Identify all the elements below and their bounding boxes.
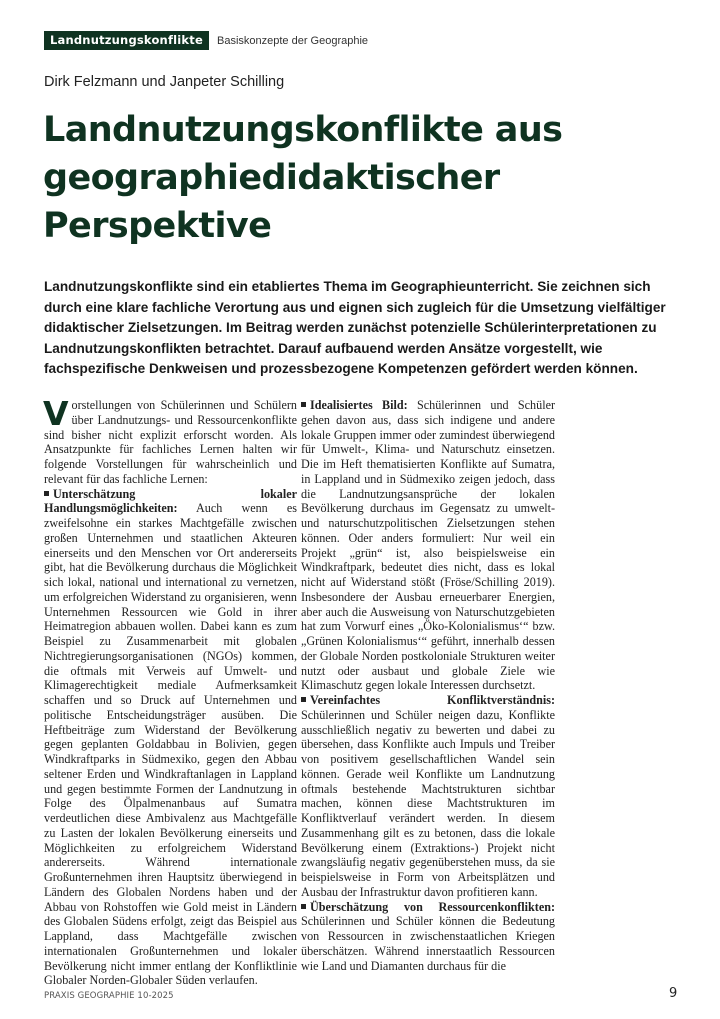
list-item [44,487,297,989]
intro-text: orstellungen von Schülerinnen und Schülern über Landnutzungs- und Ressourcenkonflikte sind bisher nicht explizit erforscht worden. Als Ansatzpunkte für fachliches Lernen halten wir folgende Vorstellungen für wahrscheinlich und relevant für das fachliche Lernen: [44,398,297,486]
square-bullet-icon [301,402,306,407]
list-item [301,900,555,974]
list-item [301,693,555,900]
square-bullet-icon [301,904,306,909]
article-title: Landnutzungskonflikte aus geographiedidaktischer Perspektive [43,110,563,246]
square-bullet-icon [301,697,306,702]
item-text: Schülerinnen und Schüler gehen davon aus, dass sich indigene und andere lokale Gruppen immer oder zumindest überwiegend für Umwelt-, Klima- und Naturschutz einsetzen. Die im Heft thematisierten Konflikte auf Sumatra, in Lappland und in Südmexiko zeigen jedoch, dass die Landnutzungsansprüche der lokalen Bevölkerung durchaus im Gegensatz zu umwelt- und naturschutzpolitischen Zielsetzungen stehen können. Oder anders formuliert: Nur weil ein Projekt „grün“ ist, also beispielsweise ein Windkraftpark, bedeutet dies nicht, dass es lokal nicht auf Widerstand stößt (Fröse/Schilling 2019). Insbesondere der Ausbau erneuerbarer Energien, aber auch die Ausweisung von Naturschutzgebieten hat zum Vorwurf eines „Öko-Kolonialismus‘“ bzw. „Grünen Kolonialismus‘“ geführt, innerhalb dessen der Globale Norden postkoloniale Strukturen weiter nutzt oder ausbaut und globale Ziele wie Klimaschutz gegen lokale Interessen durchsetzt. [301,398,556,693]
item-text: Auch wenn es zweifelsohne ein starkes Machtgefälle zwischen großen Unternehmen und staatlichen Akteuren einerseits und den Menschen vor Ort andererseits gibt, hat die Bevölkerung durchaus die Möglichkeit sich lokal, national und international zu vernetzen, um erfolgreichen Widerstand zu organisieren, wenn Unternehmen Ressourcen wie Gold in ihrer Heimatregion abbauen wollen. Dabei kann es zum Beispiel zu Zusammenarbeit mit globalen Nichtregierungsorganisationen (NGOs) kommen, die oftmals mit Verweis auf Umwelt- und Klimagerechtigkeit mediale Aufmerksamkeit schaffen und so Druck auf Unternehmen und politische Entscheidungsträger ausüben. Die Heftbeiträge zum Widerstand der Bevölkerung gegen geplanten Goldabbau in Bolivien, gegen Windkraftparks in Südmexiko, gegen den Abbau seltener Erden und Windkraftanlagen in Lappland und gegen bestimmte Formen der Landnutzung in Folge des Ölpalmenanbaus auf Sumatra verdeutlichen diese Ambivalenz aus Machtgefälle zu Lasten der lokalen Bevölkerung einerseits und Möglichkeiten zu erfolgreichem Widerstand andererseits. Während internationale Großunternehmen ihren Hauptsitz überwiegend in Ländern des Globalen Nordens haben und der Abbau von Rohstoffen wie Gold meist in Ländern des Globalen Südens erfolgt, zeigt das Beispiel aus Lappland, dass Machtgefälle zwischen internationalen Großunternehmen und lokaler Bevölkerung nicht immer entlang der Konfliktlinie Globaler Norden-Globaler Süden verlaufen. [44,501,297,988]
series-label: Basiskonzepte der Geographie [216,34,369,47]
column-right [301,398,555,973]
authors: Dirk Felzmann und Janpeter Schilling [44,74,285,90]
intro-paragraph [43,394,297,487]
topic-tag: Landnutzungskonflikte [44,31,209,50]
square-bullet-icon [44,491,49,496]
item-heading: Vereinfachtes Konfliktverständnis: [310,693,555,707]
item-text: Schülerinnen und Schüler können die Bedeutung von Ressourcen in zwischenstaatlichen Kriegen überschätzen. Während innerstaatlich Ressourcen wie Land und Diamanten durchaus für die [301,914,555,973]
item-heading: Überschätzung von Ressourcenkonflikten: [310,899,555,914]
section-header [44,31,368,50]
journal-footer: PRAXIS GEOGRAPHIE 10-2025 [44,991,174,1001]
item-text: Schülerinnen und Schüler neigen dazu, Konflikte ausschließlich negativ zu bewerten und dabei zu übersehen, dass Konflikte auch Impuls und Treiber von positivem gesellschaftlichen Wandel sein können. Gerade weil Konflikte um Landnutzung oftmals bestehende Machtstrukturen sichtbar machen, können diese Machtstrukturen im Konfliktverlauf verändert werden. In diesem Zusammenhang gilt es zu betonen, dass die lokale Bevölkerung einem (Extraktions-) Projekt nicht zwangsläufig negativ gegenüberstehen muss, da sie beispielsweise in Form von Arbeitsplätzen und Ausbau der Infrastruktur davon profitieren kann. [301,707,555,899]
item-heading: Unterschätzung lokaler Handlungsmöglichkeiten: [44,486,297,516]
lead-paragraph: Landnutzungskonflikte sind ein etabliertes Thema im Geographieunterricht. Sie zeichnen sich durch eine klare fachliche Verortung aus und eignen sich zugleich für die Umsetzung vielfältiger didaktischer Zielsetzungen. Im Beitrag werden zunächst potenzielle Schülerinterpretationen zu Landnutzungskonflikten betrachtet. Darauf aufbauend werden Ansätze vorgestellt, wie fachspezifische Denkweisen und prozessbezogene Kompetenzen gefördert werden können. [44,279,666,376]
drop-cap: V [43,394,69,433]
item-heading: Idealisiertes Bild: [310,398,408,412]
page-number: 9 [669,986,678,1001]
list-item [301,398,555,693]
column-left [43,394,297,988]
